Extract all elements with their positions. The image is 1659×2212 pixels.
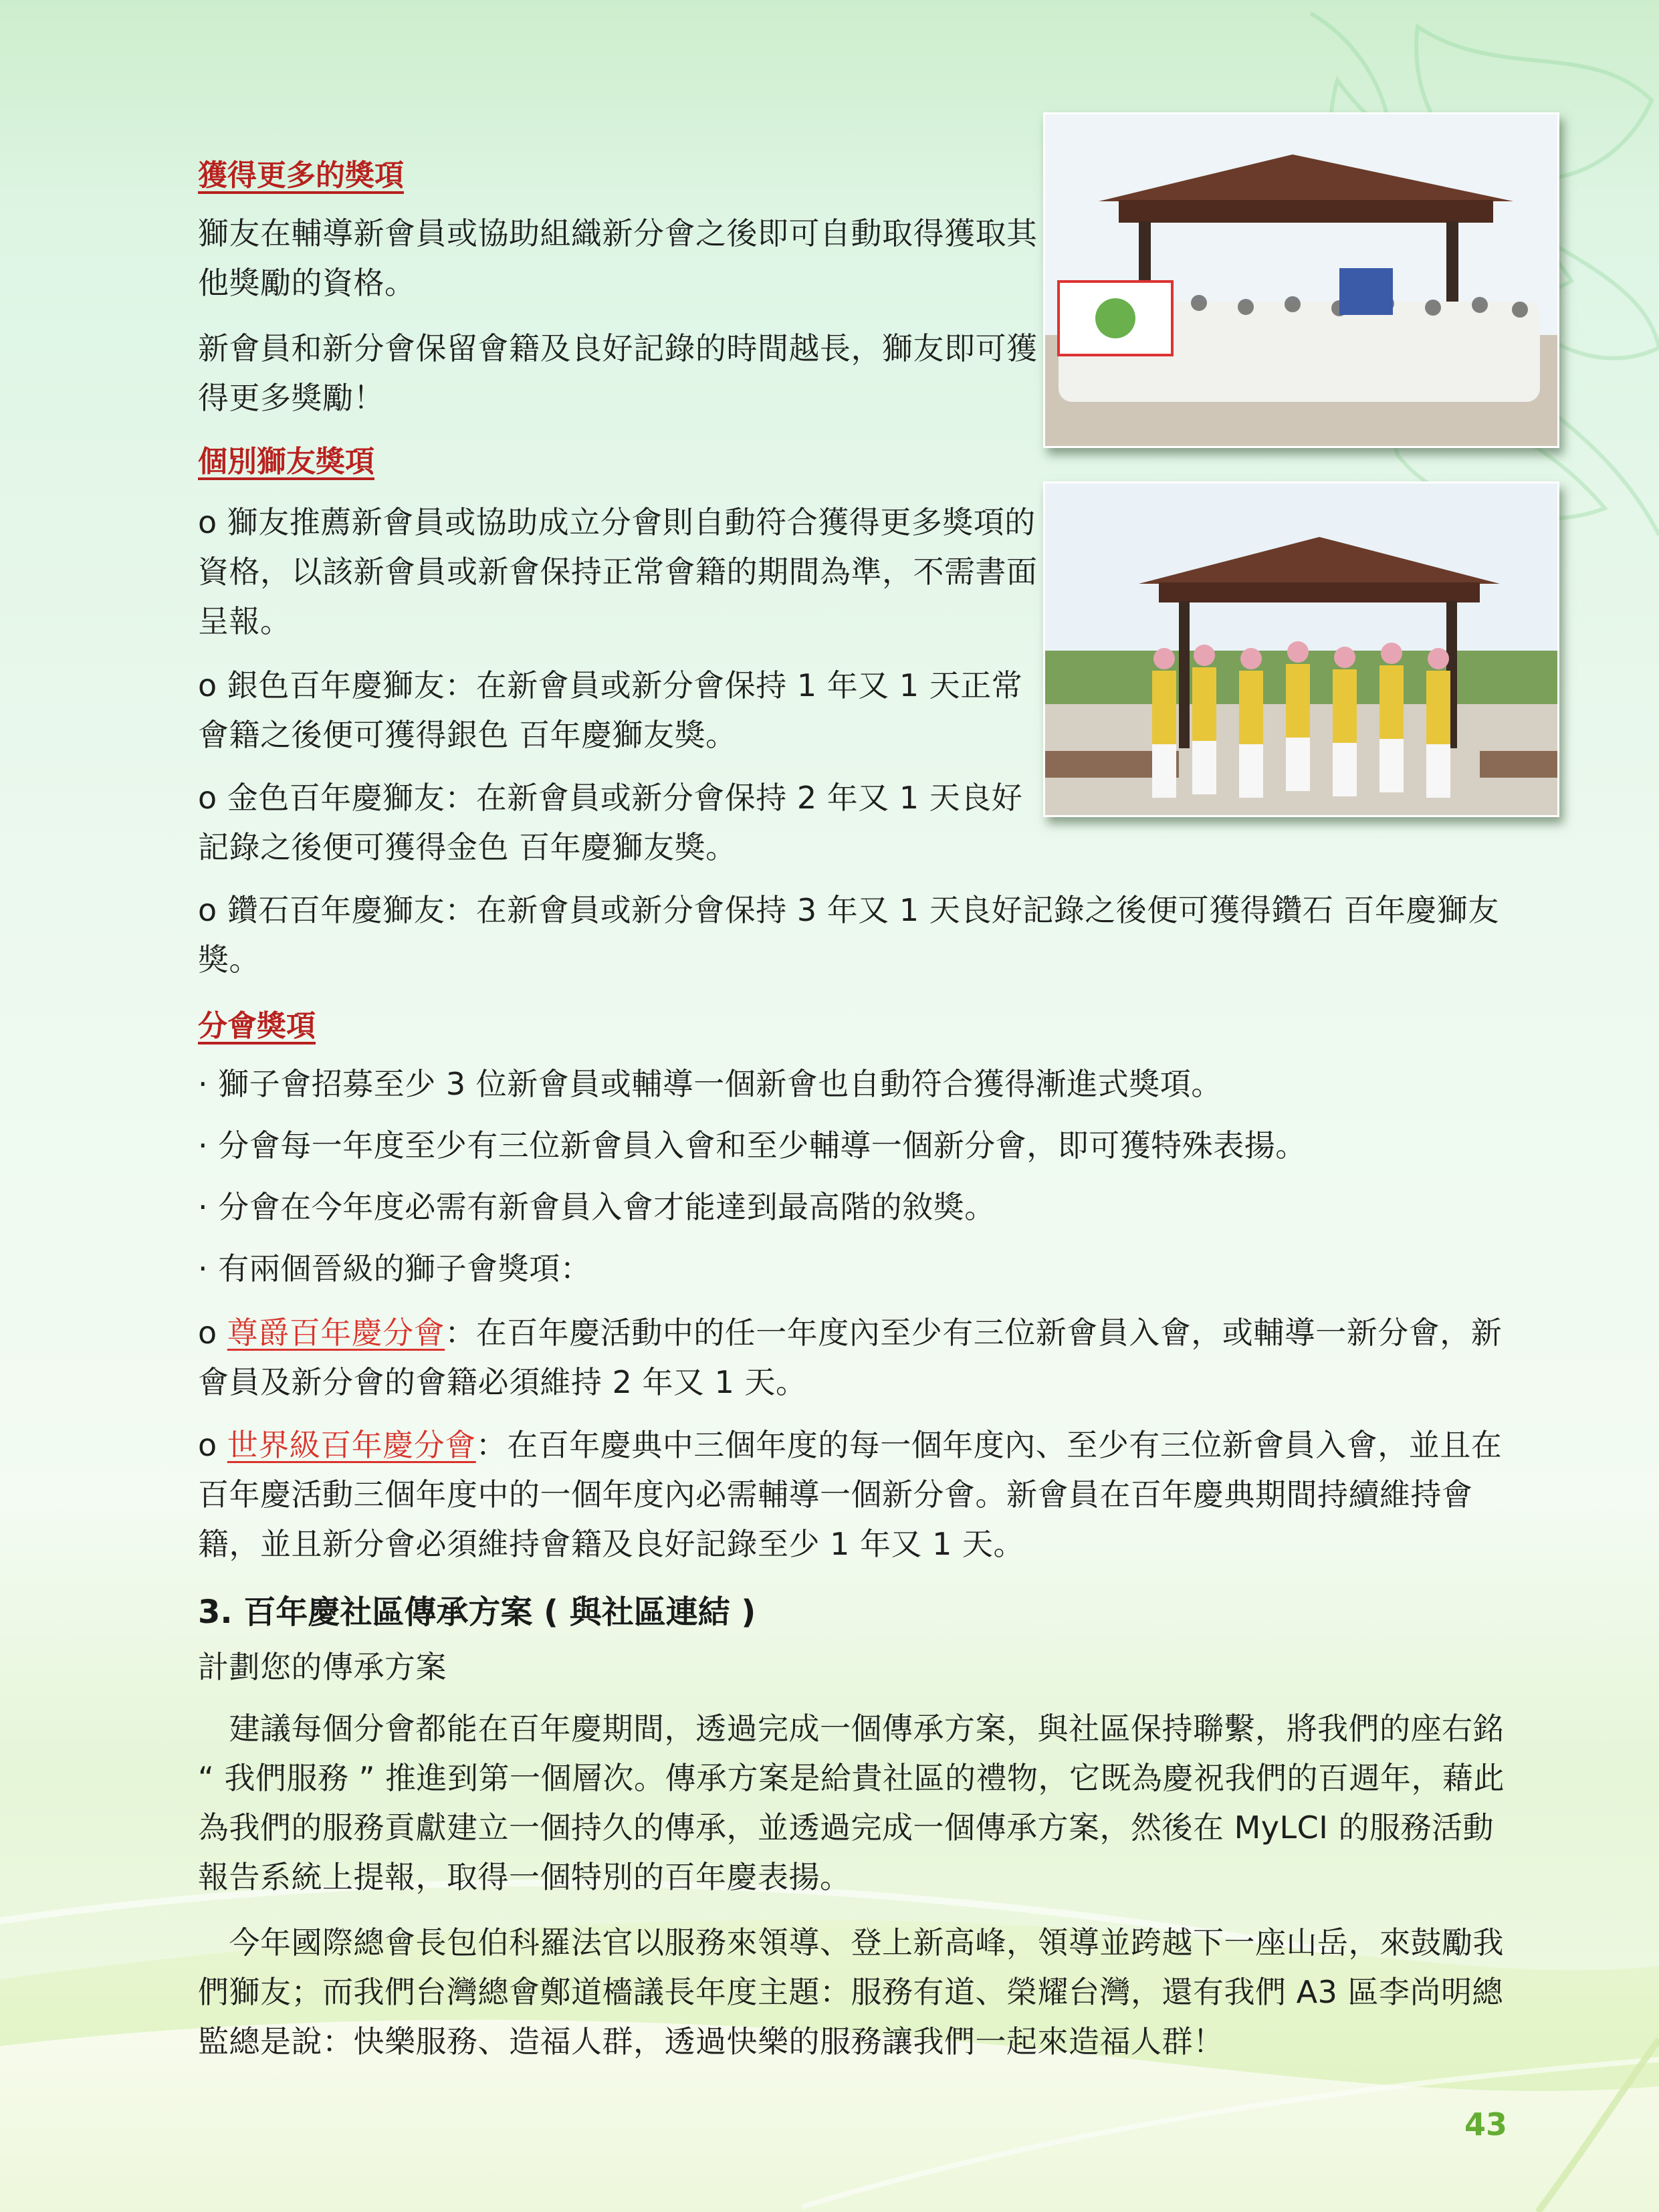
gazebo-group-photo-2	[1043, 481, 1559, 817]
section-3-paragraph-1: 建議每個分會都能在百年慶期間，透過完成一個傳承方案，與社區保持聯繫，將我們的座右銘 “ 我們服務 ” 推進到第一個層次。傳承方案是給貴社區的禮物，它既為慶祝我們的百週年，藉此為我們的服務貢獻建立一個持久的傳承，並透過完成一個傳承方案，然後在 MyLCI 的服務活動報告系統上提報，取得一個特別的百年慶表揚。	[198, 1710, 1505, 1895]
noble-centennial-club-item	[198, 1308, 1509, 1407]
club-bullet-1: · 獅子會招募至少 3 位新會員或輔導一個新會也自動符合獲得漸進式獎項。	[198, 1066, 1222, 1102]
intro-paragraph-2: 新會員和新分會保留會籍及良好記錄的時間越長，獅友即可獲得更多獎勵！	[198, 330, 1038, 416]
world-text: ：在百年慶典中三個年度的每一個年度內、至少有三位新會員入會，並且在百年慶活動三個年度中的一個年度內必需輔導一個新分會。新會員在百年慶典期間持續維持會籍，並且新分會必須維持會籍及良好記錄至少 1 年又 1 天。	[198, 1427, 1503, 1562]
section-3-paragraph-2: 今年國際總會長包伯科羅法官以服務來領導、登上新高峰，領導並跨越下一座山岳，來鼓勵我們獅友；而我們台灣總會鄭道檣議長年度主題：服務有道、榮耀台灣，還有我們 A3 區李尚明總監總是說：快樂服務、造福人群，透過快樂的服務讓我們一起來造福人群！	[198, 1924, 1504, 2060]
intro-paragraph-1: 獅友在輔導新會員或協助組織新分會之後即可自動取得獲取其他獎勵的資格。	[198, 215, 1038, 301]
world-class-centennial-club-link[interactable]: 世界級百年慶分會	[227, 1427, 476, 1463]
individual-item-diamond: o 鑽石百年慶獅友：在新會員或新分會保持 3 年又 1 天良好記錄之後便可獲得鑽石 百年慶獅友獎。	[198, 892, 1499, 978]
heading-more-awards: 獲得更多的獎項	[198, 158, 404, 193]
noble-text: ：在百年慶活動中的任一年度內至少有三位新會員入會，或輔導一新分會，新會員及新分會的會籍必須維持 2 年又 1 天。	[198, 1315, 1503, 1400]
world-class-centennial-club-item	[198, 1420, 1509, 1569]
page-number: 43	[1464, 2106, 1508, 2142]
world-prefix: o	[198, 1427, 227, 1463]
club-bullet-4: · 有兩個晉級的獅子會獎項：	[198, 1250, 592, 1287]
noble-centennial-club-link[interactable]: 尊爵百年慶分會	[227, 1315, 445, 1351]
noble-prefix: o	[198, 1315, 227, 1351]
individual-item-silver: o 銀色百年慶獅友：在新會員或新分會保持 1 年又 1 天正常會籍之後便可獲得銀色 百年慶獅友獎。	[198, 667, 1023, 753]
individual-item-1: o 獅友推薦新會員或協助成立分會則自動符合獲得更多獎項的資格，以該新會員或新會保持正常會籍的期間為準，不需書面呈報。	[198, 504, 1038, 639]
gazebo-group-photo-1	[1043, 112, 1559, 448]
section-3-title: 3. 百年慶社區傳承方案 ( 與社區連結 )	[198, 1593, 756, 1631]
section-3-subtitle: 計劃您的傳承方案	[198, 1649, 447, 1685]
club-bullet-3: · 分會在今年度必需有新會員入會才能達到最高階的敘獎。	[198, 1189, 996, 1225]
heading-club-awards: 分會獎項	[198, 1009, 316, 1043]
club-bullet-2: · 分會每一年度至少有三位新會員入會和至少輔導一個新分會，即可獲特殊表揚。	[198, 1127, 1307, 1164]
individual-item-gold: o 金色百年慶獅友：在新會員或新分會保持 2 年又 1 天良好記錄之後便可獲得金色 百年慶獅友獎。	[198, 780, 1023, 865]
heading-individual-awards: 個別獅友獎項	[198, 445, 374, 479]
